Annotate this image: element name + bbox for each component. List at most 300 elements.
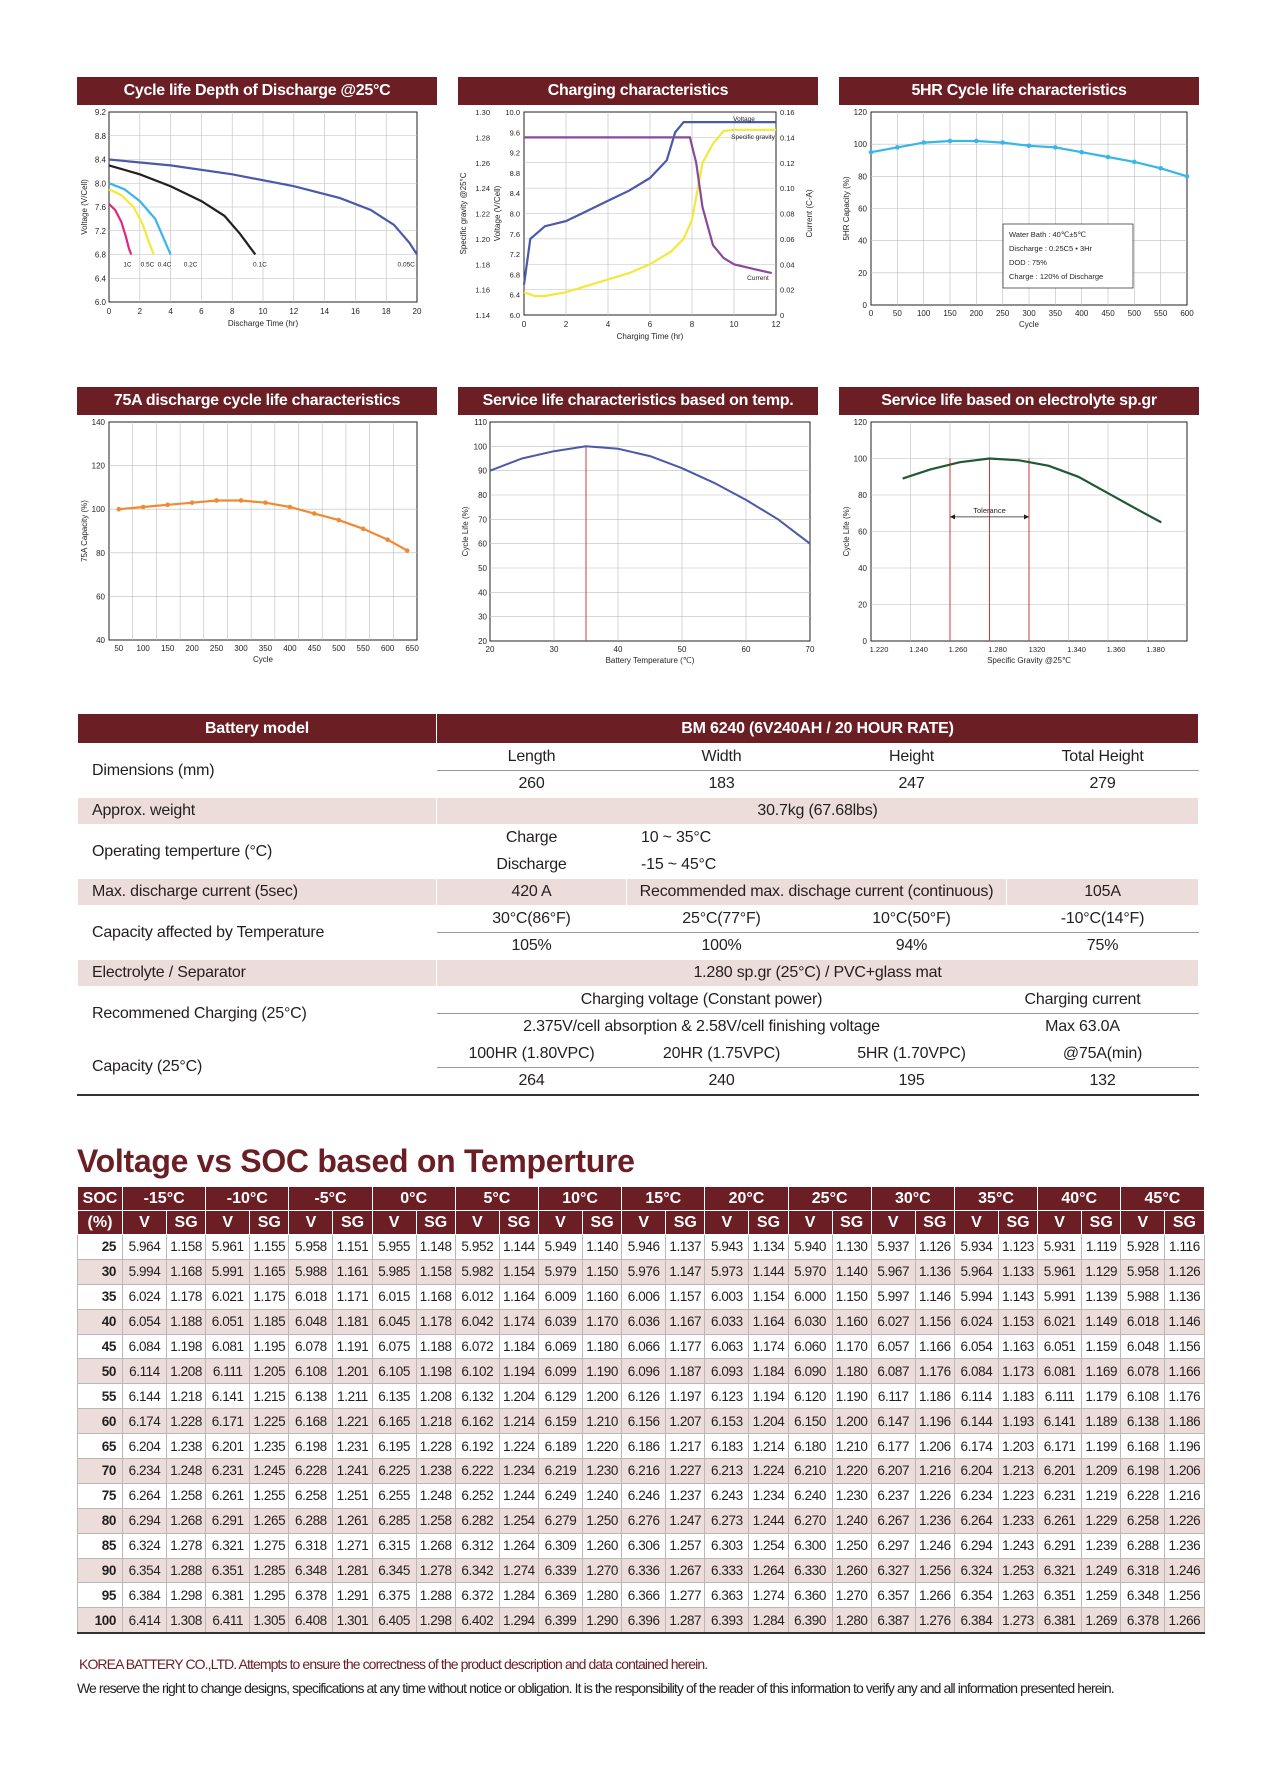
- soc-sg-cell: 1.208: [416, 1384, 455, 1409]
- spec-table: [77, 713, 1199, 1096]
- soc-sg-cell: 1.194: [749, 1384, 788, 1409]
- spec-value: 247: [817, 771, 1007, 798]
- soc-voltage-cell: 6.351: [206, 1558, 250, 1583]
- soc-voltage-cell: 6.333: [705, 1558, 749, 1583]
- soc-voltage-cell: 6.237: [871, 1483, 915, 1508]
- y-tick-label: 80: [858, 491, 867, 500]
- soc-sg-cell: 1.196: [1165, 1434, 1204, 1459]
- y-tick-label-voltage: 7.2: [509, 250, 520, 260]
- soc-voltage-cell: 6.192: [455, 1434, 499, 1459]
- soc-voltage-cell: 6.384: [954, 1608, 998, 1633]
- soc-sg-cell: 1.258: [167, 1483, 206, 1508]
- soc-sg-cell: 1.170: [583, 1309, 622, 1334]
- y-tick-label: 6.0: [94, 298, 106, 307]
- soc-sg-cell: 1.236: [915, 1508, 954, 1533]
- soc-sg-cell: 1.140: [832, 1259, 871, 1284]
- y-tick-label: 60: [478, 539, 487, 549]
- soc-voltage-cell: 6.240: [788, 1483, 832, 1508]
- soc-sg-cell: 1.171: [333, 1284, 372, 1309]
- y-tick-label: 40: [96, 636, 105, 645]
- y-tick-label: 8.8: [94, 131, 106, 141]
- soc-sg-cell: 1.150: [583, 1259, 622, 1284]
- y-tick-label: 20: [858, 600, 867, 610]
- soc-sg-cell: 1.258: [416, 1508, 455, 1533]
- y-tick-label: 9.2: [94, 108, 106, 117]
- soc-sg-cell: 1.264: [499, 1533, 538, 1558]
- soc-sg-cell: 1.295: [250, 1583, 289, 1608]
- soc-sg-cell: 1.227: [666, 1459, 705, 1484]
- y-tick-label-voltage: 7.6: [509, 229, 520, 239]
- soc-voltage-cell: 5.961: [206, 1235, 250, 1260]
- x-tick-label: 6: [199, 307, 204, 316]
- soc-temp-header: -15°C: [123, 1187, 206, 1211]
- soc-value: 45: [78, 1334, 123, 1359]
- y-tick-label-current: 0.12: [780, 158, 795, 168]
- soc-sg-cell: 1.278: [167, 1533, 206, 1558]
- soc-voltage-cell: 6.279: [539, 1508, 583, 1533]
- soc-sg-cell: 1.288: [167, 1558, 206, 1583]
- x-tick-label: 8: [689, 320, 695, 329]
- soc-sg-cell: 1.223: [998, 1483, 1037, 1508]
- chart-75a-plot: [77, 415, 437, 677]
- y-tick-label: 100: [853, 140, 867, 150]
- soc-voltage-cell: 5.967: [871, 1259, 915, 1284]
- soc-voltage-cell: 6.204: [954, 1459, 998, 1484]
- soc-row: [78, 1334, 1205, 1359]
- y-tick-label: 30: [478, 612, 487, 622]
- spec-value: 10 ~ 35°C: [627, 825, 1199, 852]
- data-point: [385, 537, 390, 542]
- soc-voltage-cell: 6.303: [705, 1533, 749, 1558]
- soc-sg-header: SG: [1082, 1211, 1121, 1235]
- data-point: [165, 503, 170, 508]
- y-tick-label: 6.4: [94, 274, 106, 284]
- soc-voltage-cell: 6.273: [705, 1508, 749, 1533]
- soc-sg-cell: 1.268: [167, 1508, 206, 1533]
- soc-row: [78, 1384, 1205, 1409]
- soc-sg-header: SG: [998, 1211, 1037, 1235]
- soc-voltage-cell: 6.264: [123, 1483, 167, 1508]
- soc-voltage-cell: 6.024: [123, 1284, 167, 1309]
- soc-sg-cell: 1.175: [250, 1284, 289, 1309]
- data-point: [1000, 140, 1005, 145]
- soc-voltage-cell: 6.327: [871, 1558, 915, 1583]
- soc-voltage-cell: 6.081: [1038, 1359, 1082, 1384]
- soc-sg-header: SG: [416, 1211, 455, 1235]
- soc-voltage-cell: 5.958: [289, 1235, 333, 1260]
- soc-voltage-cell: 6.375: [372, 1583, 416, 1608]
- soc-v-header: V: [954, 1211, 998, 1235]
- spec-value: 195: [817, 1068, 1007, 1095]
- soc-sg-cell: 1.191: [333, 1334, 372, 1359]
- soc-sg-cell: 1.166: [915, 1334, 954, 1359]
- soc-sg-cell: 1.246: [1165, 1558, 1204, 1583]
- soc-sg-cell: 1.178: [416, 1309, 455, 1334]
- soc-table: [77, 1186, 1205, 1634]
- soc-voltage-cell: 6.018: [289, 1284, 333, 1309]
- soc-sg-cell: 1.213: [998, 1459, 1037, 1484]
- spec-row-capacity: [78, 1041, 1199, 1068]
- soc-sg-cell: 1.240: [832, 1508, 871, 1533]
- soc-sg-cell: 1.270: [583, 1558, 622, 1583]
- soc-voltage-cell: 6.270: [788, 1508, 832, 1533]
- soc-sg-cell: 1.184: [499, 1334, 538, 1359]
- x-tick-label: 250: [209, 644, 224, 653]
- soc-voltage-cell: 6.414: [123, 1608, 167, 1633]
- soc-sg-cell: 1.164: [749, 1309, 788, 1334]
- soc-voltage-cell: 6.366: [622, 1583, 666, 1608]
- spec-row-electrolyte: [78, 960, 1199, 987]
- soc-sg-cell: 1.185: [250, 1309, 289, 1334]
- soc-voltage-cell: 6.291: [1038, 1533, 1082, 1558]
- soc-sg-cell: 1.217: [666, 1434, 705, 1459]
- soc-voltage-cell: 5.928: [1121, 1235, 1165, 1260]
- x-tick-label: 8: [229, 307, 235, 316]
- soc-value: 50: [78, 1359, 123, 1384]
- soc-voltage-cell: 5.964: [954, 1259, 998, 1284]
- spec-sublabel: Charge: [437, 825, 627, 852]
- soc-voltage-cell: 6.300: [788, 1533, 832, 1558]
- soc-voltage-cell: 6.000: [788, 1284, 832, 1309]
- spec-head: -10°C(14°F): [1007, 906, 1199, 933]
- spec-head: Length: [437, 744, 627, 771]
- y-tick-label: 0: [862, 637, 867, 646]
- data-point: [361, 527, 366, 532]
- chart-dod: [77, 77, 437, 367]
- y-tick-label: 110: [474, 418, 487, 427]
- soc-voltage-cell: 6.201: [1038, 1459, 1082, 1484]
- spec-header-row: [78, 714, 1199, 744]
- soc-voltage-cell: 6.180: [788, 1434, 832, 1459]
- soc-sg-cell: 1.129: [1082, 1259, 1121, 1284]
- soc-voltage-cell: 6.360: [788, 1583, 832, 1608]
- x-tick-label: 60: [741, 645, 751, 654]
- soc-sg-cell: 1.166: [1165, 1359, 1204, 1384]
- x-tick-label: 650: [405, 644, 419, 653]
- soc-sg-cell: 1.218: [167, 1384, 206, 1409]
- soc-sg-cell: 1.253: [998, 1558, 1037, 1583]
- soc-sg-cell: 1.151: [333, 1235, 372, 1260]
- soc-sg-cell: 1.275: [250, 1533, 289, 1558]
- soc-sg-header: SG: [1165, 1211, 1204, 1235]
- soc-sg-cell: 1.244: [749, 1508, 788, 1533]
- chart-5hr-plot: [839, 105, 1199, 367]
- soc-voltage-cell: 5.991: [206, 1259, 250, 1284]
- soc-voltage-cell: 6.294: [123, 1508, 167, 1533]
- y-tick-label-current: 0.04: [780, 260, 795, 270]
- soc-sg-cell: 1.248: [167, 1459, 206, 1484]
- soc-voltage-cell: 5.988: [289, 1259, 333, 1284]
- soc-value: 80: [78, 1508, 123, 1533]
- soc-sg-cell: 1.199: [1082, 1434, 1121, 1459]
- soc-voltage-cell: 6.141: [1038, 1409, 1082, 1434]
- soc-sg-cell: 1.228: [416, 1434, 455, 1459]
- soc-voltage-cell: 6.306: [622, 1533, 666, 1558]
- x-tick-label: 500: [1127, 309, 1142, 318]
- soc-voltage-cell: 6.342: [455, 1558, 499, 1583]
- x-tick-label: 1.220: [869, 645, 889, 654]
- soc-sg-cell: 1.178: [167, 1284, 206, 1309]
- soc-voltage-cell: 6.369: [539, 1583, 583, 1608]
- y-tick-label: 0: [862, 301, 867, 310]
- soc-voltage-cell: 6.129: [539, 1384, 583, 1409]
- y-axis-label-current: Current (C-A): [805, 189, 814, 238]
- soc-sg-cell: 1.241: [333, 1459, 372, 1484]
- soc-sg-cell: 1.204: [499, 1384, 538, 1409]
- data-point: [1158, 166, 1163, 171]
- note-line: Water Bath : 40℃±5℃: [1009, 230, 1086, 239]
- x-tick-label: 450: [307, 644, 322, 653]
- spec-header-label: Battery model: [78, 714, 437, 744]
- soc-v-header: V: [788, 1211, 832, 1235]
- soc-value: 35: [78, 1284, 123, 1309]
- soc-v-header: V: [871, 1211, 915, 1235]
- spec-value: 420 A: [437, 879, 627, 906]
- soc-sg-cell: 1.215: [250, 1384, 289, 1409]
- soc-row: [78, 1483, 1205, 1508]
- soc-sg-cell: 1.196: [915, 1409, 954, 1434]
- y-tick-label: 80: [96, 548, 105, 558]
- y-tick-label: 80: [478, 491, 487, 500]
- y-tick-label: 60: [858, 527, 867, 537]
- y-tick-label-voltage: 6.0: [509, 311, 520, 320]
- spec-head: Charging voltage (Constant power): [437, 987, 967, 1014]
- soc-voltage-cell: 5.994: [954, 1284, 998, 1309]
- soc-sg-cell: 1.280: [583, 1583, 622, 1608]
- x-tick-label: 1.340: [1067, 645, 1086, 654]
- soc-row: [78, 1259, 1205, 1284]
- y-tick-label: 100: [473, 442, 487, 452]
- soc-sg-cell: 1.270: [832, 1583, 871, 1608]
- soc-voltage-cell: 6.171: [206, 1409, 250, 1434]
- soc-sg-cell: 1.298: [416, 1608, 455, 1633]
- soc-sg-cell: 1.281: [333, 1558, 372, 1583]
- soc-voltage-cell: 6.384: [123, 1583, 167, 1608]
- spec-label: Capacity affected by Temperature: [78, 906, 437, 960]
- spec-value: 100%: [627, 933, 817, 960]
- soc-sg-cell: 1.274: [499, 1558, 538, 1583]
- y-tick-label: 20: [478, 637, 487, 646]
- soc-voltage-cell: 6.108: [1121, 1384, 1165, 1409]
- soc-row: [78, 1533, 1205, 1558]
- soc-voltage-cell: 6.252: [455, 1483, 499, 1508]
- soc-sg-cell: 1.194: [499, 1359, 538, 1384]
- soc-voltage-cell: 5.934: [954, 1235, 998, 1260]
- soc-v-header: V: [455, 1211, 499, 1235]
- soc-sg-cell: 1.136: [915, 1259, 954, 1284]
- soc-sg-cell: 1.274: [749, 1583, 788, 1608]
- soc-voltage-cell: 6.288: [1121, 1533, 1165, 1558]
- y-tick-label-voltage: 8.8: [509, 168, 520, 178]
- chart-title: 5HR Cycle life characteristics: [839, 77, 1199, 105]
- tolerance-label: Tolerance: [973, 505, 1006, 515]
- x-tick-label: 10: [729, 320, 739, 329]
- soc-sg-cell: 1.177: [666, 1334, 705, 1359]
- soc-voltage-cell: 6.138: [289, 1384, 333, 1409]
- soc-sg-cell: 1.251: [333, 1483, 372, 1508]
- y-tick-label: 7.2: [94, 226, 106, 236]
- soc-sg-cell: 1.134: [749, 1235, 788, 1260]
- chart-charging: [458, 77, 818, 367]
- soc-sg-cell: 1.246: [915, 1533, 954, 1558]
- soc-sg-cell: 1.147: [666, 1259, 705, 1284]
- soc-sg-cell: 1.268: [416, 1533, 455, 1558]
- x-tick-label: 550: [356, 644, 370, 653]
- soc-sg-cell: 1.256: [1165, 1583, 1204, 1608]
- x-tick-label: 12: [289, 307, 299, 316]
- soc-sg-cell: 1.207: [666, 1409, 705, 1434]
- y-tick-label: 20: [858, 268, 867, 278]
- spec-label: Recommened Charging (25°C): [78, 987, 437, 1041]
- soc-voltage-cell: 6.171: [1038, 1434, 1082, 1459]
- soc-voltage-cell: 5.985: [372, 1259, 416, 1284]
- soc-voltage-cell: 5.991: [1038, 1284, 1082, 1309]
- x-tick-label: 0: [521, 320, 527, 329]
- soc-sg-cell: 1.220: [583, 1434, 622, 1459]
- data-point: [948, 139, 953, 144]
- spec-head: Total Height: [1007, 744, 1199, 771]
- soc-sg-cell: 1.146: [1165, 1309, 1204, 1334]
- soc-sg-cell: 1.218: [416, 1409, 455, 1434]
- y-tick-label-current: 0.06: [780, 234, 795, 244]
- chart-75a: [77, 387, 437, 677]
- soc-sg-cell: 1.156: [1165, 1334, 1204, 1359]
- data-point: [1185, 174, 1190, 179]
- soc-sg-cell: 1.137: [666, 1235, 705, 1260]
- soc-sg-cell: 1.153: [998, 1309, 1037, 1334]
- soc-voltage-cell: 6.213: [705, 1459, 749, 1484]
- soc-sg-cell: 1.154: [499, 1259, 538, 1284]
- y-tick-label-sg: 1.14: [475, 311, 490, 320]
- spec-label: Max. discharge current (5sec): [78, 879, 437, 906]
- soc-sg-cell: 1.280: [832, 1608, 871, 1633]
- soc-v-header: V: [622, 1211, 666, 1235]
- soc-sg-cell: 1.144: [499, 1235, 538, 1260]
- y-tick-label-sg: 1.16: [475, 285, 490, 295]
- soc-sg-cell: 1.165: [250, 1259, 289, 1284]
- soc-voltage-cell: 6.147: [871, 1409, 915, 1434]
- y-tick-label-current: 0.14: [780, 133, 795, 143]
- spec-label: Operating temperture (°C): [78, 825, 437, 879]
- soc-voltage-cell: 6.081: [206, 1334, 250, 1359]
- soc-sg-cell: 1.119: [1082, 1235, 1121, 1260]
- footer-line-2: We reserve the right to change designs, specifications at any time without notice or obligation. It is the responsibility of the reader of this information to verify any and all information presented herein.: [77, 1680, 1114, 1696]
- spec-head: Height: [817, 744, 1007, 771]
- footer-disclaimer: [77, 1652, 1207, 1700]
- x-tick-label: 6: [647, 320, 653, 329]
- soc-voltage-cell: 6.015: [372, 1284, 416, 1309]
- x-tick-label: 400: [1074, 309, 1089, 318]
- spec-value: 94%: [817, 933, 1007, 960]
- spec-head: 100HR (1.80VPC): [437, 1041, 627, 1068]
- soc-voltage-cell: 6.012: [455, 1284, 499, 1309]
- soc-sg-cell: 1.146: [915, 1284, 954, 1309]
- soc-voltage-cell: 6.174: [123, 1409, 167, 1434]
- soc-voltage-cell: 6.246: [622, 1483, 666, 1508]
- soc-sg-cell: 1.190: [583, 1359, 622, 1384]
- soc-v-header: V: [123, 1211, 167, 1235]
- soc-sg-cell: 1.225: [250, 1409, 289, 1434]
- curve-label: 0.1C: [253, 261, 267, 269]
- soc-value: 25: [78, 1235, 123, 1260]
- soc-voltage-cell: 6.207: [871, 1459, 915, 1484]
- soc-voltage-cell: 6.042: [455, 1309, 499, 1334]
- soc-sg-cell: 1.278: [416, 1558, 455, 1583]
- soc-voltage-cell: 5.961: [1038, 1259, 1082, 1284]
- soc-v-header: V: [206, 1211, 250, 1235]
- soc-voltage-cell: 5.973: [705, 1259, 749, 1284]
- soc-voltage-cell: 5.949: [539, 1235, 583, 1260]
- soc-sg-cell: 1.148: [416, 1235, 455, 1260]
- y-tick-label: 7.6: [94, 203, 106, 212]
- soc-voltage-cell: 6.276: [622, 1508, 666, 1533]
- soc-v-header: V: [289, 1211, 333, 1235]
- chart-charging-plot: [458, 105, 818, 367]
- spec-head: 10°C(50°F): [817, 906, 1007, 933]
- x-tick-label: 4: [168, 307, 173, 316]
- spec-head: Width: [627, 744, 817, 771]
- soc-sg-cell: 1.133: [998, 1259, 1037, 1284]
- soc-sg-cell: 1.271: [333, 1533, 372, 1558]
- soc-sg-cell: 1.255: [250, 1483, 289, 1508]
- x-tick-label: 300: [234, 644, 248, 653]
- soc-voltage-cell: 6.231: [1038, 1483, 1082, 1508]
- x-tick-label: 150: [943, 309, 957, 318]
- y-tick-label: 40: [858, 236, 867, 246]
- soc-sg-cell: 1.221: [333, 1409, 372, 1434]
- soc-voltage-cell: 6.168: [1121, 1434, 1165, 1459]
- soc-sg-cell: 1.235: [250, 1434, 289, 1459]
- soc-sg-cell: 1.211: [333, 1384, 372, 1409]
- spec-label: Electrolyte / Separator: [78, 960, 437, 987]
- soc-sg-cell: 1.273: [998, 1608, 1037, 1633]
- soc-sg-cell: 1.214: [749, 1434, 788, 1459]
- soc-sg-cell: 1.160: [583, 1284, 622, 1309]
- soc-voltage-cell: 6.378: [1121, 1608, 1165, 1633]
- x-tick-label: 20: [412, 307, 422, 316]
- y-axis-label-voltage: Voltage (V/Cell): [493, 185, 502, 242]
- soc-sg-cell: 1.287: [666, 1608, 705, 1633]
- soc-voltage-cell: 6.186: [622, 1434, 666, 1459]
- soc-row: [78, 1608, 1205, 1633]
- spec-row-charging: [78, 987, 1199, 1014]
- soc-sg-cell: 1.210: [832, 1434, 871, 1459]
- spec-value: 1.280 sp.gr (25°C) / PVC+glass mat: [437, 960, 1199, 987]
- soc-sg-cell: 1.181: [333, 1309, 372, 1334]
- soc-sg-cell: 1.169: [1082, 1359, 1121, 1384]
- x-tick-label: 4: [605, 320, 611, 329]
- soc-voltage-cell: 6.102: [455, 1359, 499, 1384]
- soc-sg-header: SG: [749, 1211, 788, 1235]
- soc-temp-header: 35°C: [954, 1187, 1037, 1211]
- x-axis-label: Cycle: [252, 655, 274, 664]
- soc-sg-cell: 1.197: [666, 1384, 705, 1409]
- soc-voltage-cell: 6.234: [123, 1459, 167, 1484]
- spec-header-model: BM 6240 (6V240AH / 20 HOUR RATE): [437, 714, 1199, 744]
- soc-sg-cell: 1.144: [749, 1259, 788, 1284]
- soc-sg-cell: 1.233: [998, 1508, 1037, 1533]
- y-tick-label-current: 0: [780, 311, 785, 320]
- data-point: [1053, 145, 1058, 150]
- soc-v-header: V: [372, 1211, 416, 1235]
- soc-voltage-cell: 6.051: [206, 1309, 250, 1334]
- note-line: DOD : 75%: [1009, 258, 1047, 267]
- x-tick-label: 600: [1180, 309, 1194, 318]
- soc-sg-header: SG: [832, 1211, 871, 1235]
- soc-sg-cell: 1.183: [998, 1384, 1037, 1409]
- soc-value: 55: [78, 1384, 123, 1409]
- soc-sg-cell: 1.226: [1165, 1508, 1204, 1533]
